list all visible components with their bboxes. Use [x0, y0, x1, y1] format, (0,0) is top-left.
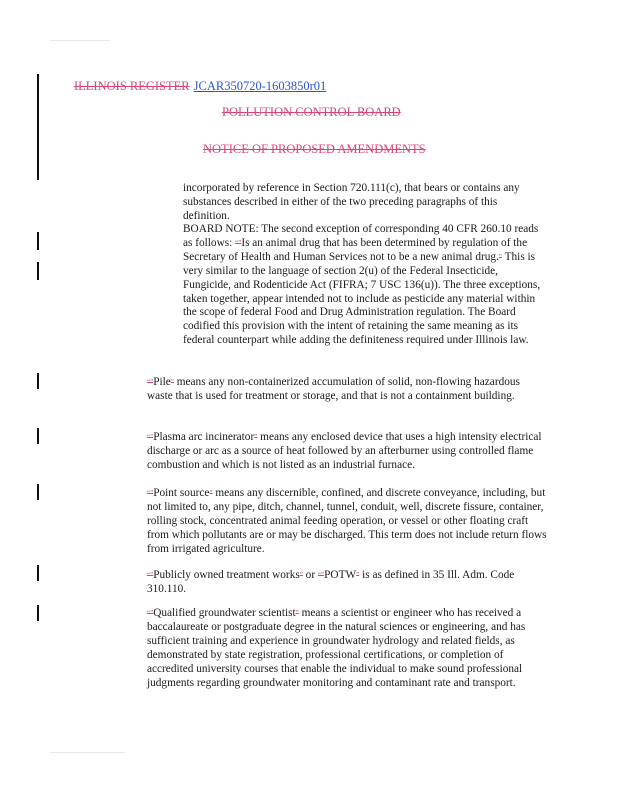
definition-text: is as defined in 35 Ill. Adm. Code 310.110. [147, 569, 515, 595]
definition-term: POTW [324, 569, 357, 581]
change-bar [37, 605, 39, 621]
quote-mark-deleted: “” [235, 238, 242, 247]
board-title: POLLUTION CONTROL BOARD [222, 105, 401, 119]
change-bar [37, 262, 39, 280]
quote-mark-deleted: ” [498, 252, 503, 261]
definition-point-source [147, 487, 547, 557]
scan-artifact [50, 752, 125, 753]
board-note-quoted: Is an animal drug that has been determined by regulation of the Secretary of Health and Human Services not to be a new animal drug. [183, 236, 528, 263]
definition-term: Qualified groundwater scientist [153, 607, 296, 619]
notice-title: NOTICE OF PROPOSED AMENDMENTS [203, 142, 426, 156]
change-bar [37, 565, 39, 581]
quote-mark-deleted: ” [254, 433, 258, 441]
definition-term: Publicly owned treatment works [153, 569, 300, 581]
quote-mark-deleted: ” [295, 609, 299, 617]
quote-mark-deleted: “” [317, 571, 325, 579]
definition-text: means a scientist or engineer who has received a baccalaureate or postgraduate degree in the natural sciences or engineering, and has sufficient training and experience in groundwater hydrology and related fields, as demonstrated by state registration, professional certifications, or completion of accredited university courses that enable the individual to make sound professional judgments regarding groundwater monitoring and contaminant rate and transport. [147, 607, 526, 689]
definition-connector: or [302, 569, 318, 581]
scan-artifact [50, 40, 110, 41]
definition-qualified-groundwater-scientist [147, 607, 547, 690]
change-bar [37, 232, 39, 250]
definition-text: means any enclosed device that uses a high intensity electrical discharge or arc as a source of heat followed by an afterburner using controlled flame combustion and which is not listed as an industrial furnace. [147, 431, 542, 471]
register-header [74, 79, 326, 94]
change-bar [37, 484, 39, 500]
quote-mark-deleted: “” [147, 571, 154, 579]
quote-mark-deleted: “” [147, 489, 154, 497]
change-bar [37, 74, 39, 180]
change-bar [37, 428, 39, 444]
quote-mark-deleted: “” [147, 433, 154, 441]
change-bar [37, 373, 39, 389]
quote-mark-deleted: “” [147, 378, 154, 386]
definition-continuation: incorporated by reference in Section 720.111(c), that bears or contains any substances described in either of the two preceding paragraphs of this definition. [183, 182, 520, 222]
definition-pile [147, 376, 547, 404]
quote-mark-deleted: “” [147, 609, 154, 617]
definition-term: Plasma arc incinerator [153, 431, 255, 443]
quote-mark-deleted: ” [209, 489, 213, 497]
board-note-rest: This is very similar to the language of section 2(u) of the Federal Insecticide, Fungicide, and Rodenticide Act (FIFRA; 7 USC 136(u)). The three exceptions, taken together, appear intended not to include as pesticide any material within the scope of federal Food and Drug Administration regulation. The Board codified this provision with the intent of retaining the same meaning as its federal counterpart while adding the definiteness required under Illinois law. [183, 250, 541, 347]
definition-term: Point source [153, 487, 210, 499]
register-title-deleted: ILLINOIS REGISTER [74, 79, 190, 93]
definition-text: means any discernible, confined, and discrete conveyance, including, but not limited to, any pipe, ditch, channel, tunnel, conduit, well, discrete fissure, container, rolling stock, concentrated animal feeding operation, or vessel or other floating craft from which pollutants are or may be discharged. This term does not include return flows from irrigated agriculture. [147, 487, 547, 555]
quote-mark-deleted: ” [356, 571, 360, 579]
definition-publicly-owned-treatment-works [147, 569, 547, 597]
board-note [183, 223, 543, 348]
register-id-inserted: JCAR350720-1603850r01 [193, 79, 327, 93]
definition-term: Pile [153, 376, 171, 388]
definition-plasma-arc-incinerator [147, 431, 547, 473]
quote-mark-deleted: ” [299, 571, 303, 579]
quote-mark-deleted: ” [170, 378, 174, 386]
board-note-intro: BOARD NOTE: The second exception of corresponding 40 CFR 260.10 reads as follows: [183, 223, 539, 249]
definition-text: means any non-containerized accumulation of solid, non-flowing hazardous waste that is used for treatment or storage, and that is not a containment building. [147, 376, 520, 402]
